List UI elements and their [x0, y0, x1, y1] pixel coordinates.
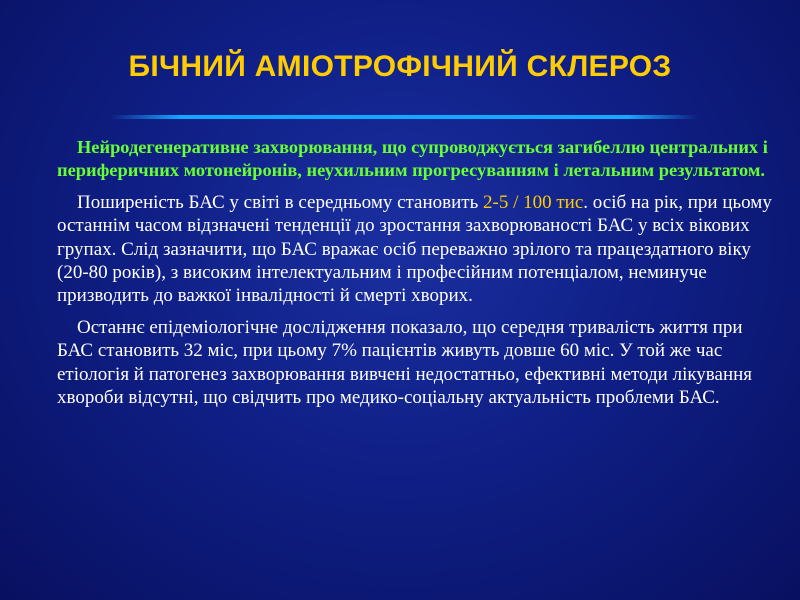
slide-body — [57, 136, 782, 409]
prevalence-rate: 2-5 / 100 тис — [483, 191, 584, 213]
title-underline — [110, 115, 698, 119]
slide-title: БІЧНИЙ АМІОТРОФІЧНИЙ СКЛЕРОЗ — [128, 50, 672, 83]
definition-paragraph: Нейродегенеративне захворювання, що супроводжується загибеллю центральних і периферичних мотонейронів, неухильним прогресуванням і летальним результатом. — [57, 137, 768, 181]
prevalence-text-start: Поширеність БАС у світі в середньому становить — [77, 191, 484, 213]
epidemiology-paragraph: Останнє епідеміологічне дослідження показало, що середня тривалість життя при БАС становить 32 міс, при цьому 7% пацієнтів живуть довше 60 міс. У той же час етіологія й патогенез захворювання вивчені недостатньо, ефективні методи лікування хвороби відсутні, що свідчить про медико-соціальну актуальність проблеми БАС. — [57, 316, 753, 409]
prevalence-paragraph — [57, 191, 782, 308]
prevalence-text-end: . осіб на рік, при цьому останнім часом відзначені тенденції до зростання захворюваності БАС у всіх вікових групах. Слід зазначити, що БАС вражає осіб переважно зрілого та працездатного віку (20-80 років), з високим інтелектуальним і професійним потенціалом, неминуче призводить до важкої інвалідності й смерті хворих. — [57, 191, 772, 307]
